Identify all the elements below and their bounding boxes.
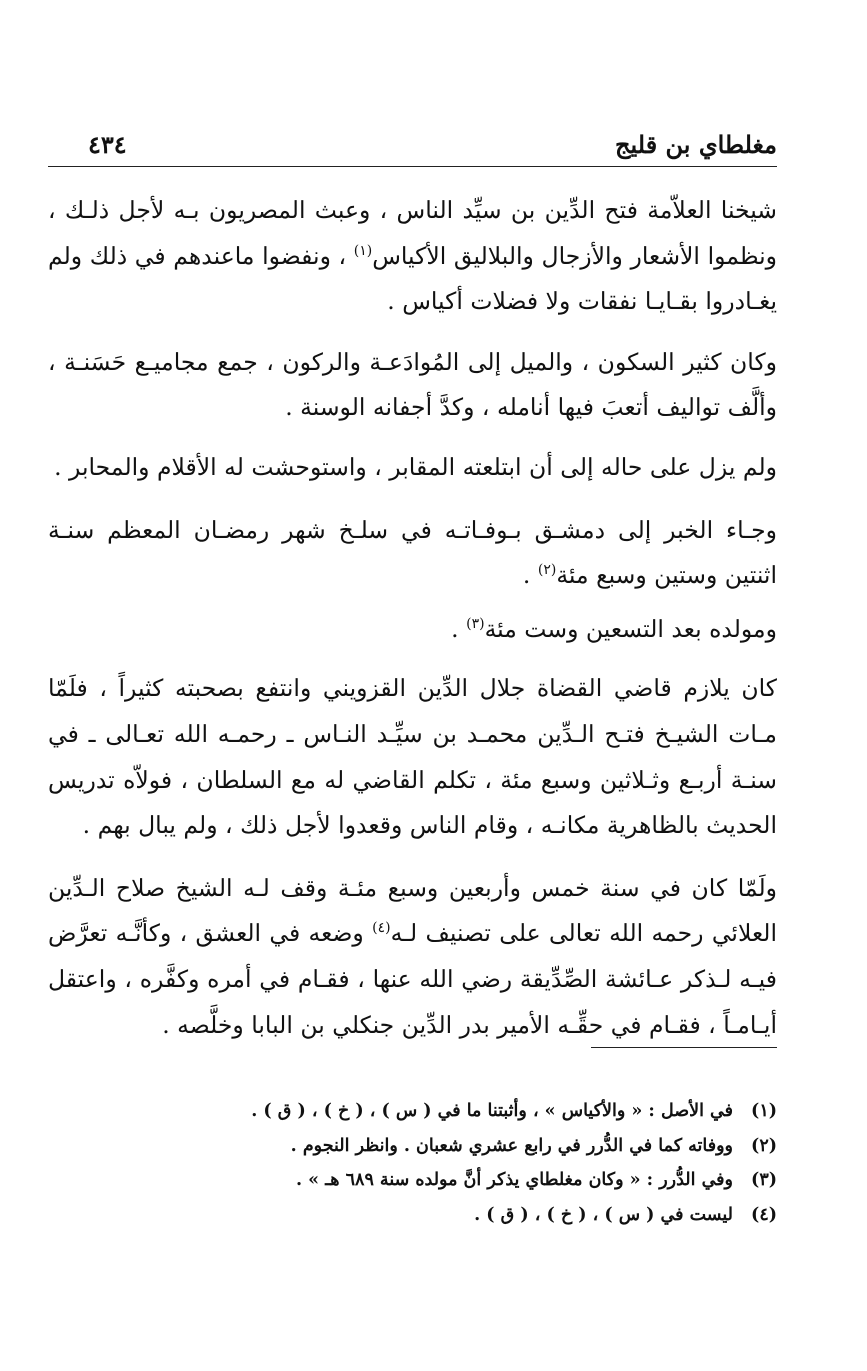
running-title: مغلطاي بن قليج — [615, 130, 777, 159]
footnote-1 — [137, 1094, 777, 1129]
footnote-number: (٢) — [751, 1135, 777, 1156]
footnote-2 — [137, 1129, 777, 1164]
footnote-separator — [591, 1047, 777, 1048]
paragraph-2: وكان كثير السكون ، والميل إلى المُوادَعـة والركون ، جمع مجاميـع حَسَنـة ، وألَّف تواليف أتعبَ فيها أنامله ، وكدَّ أجفانه الوسنة . — [48, 347, 777, 422]
body-text — [48, 188, 777, 1048]
footnote-number: (١) — [751, 1101, 777, 1121]
footnote-text: وفي الدُّرر : « وكان مغلطاي يذكر أنَّ مولده سنة ٦٨٩ هـ » . — [295, 1170, 733, 1190]
footnote-3 — [137, 1163, 777, 1198]
footnote-ref-2: (٢) — [537, 562, 557, 579]
page-number: ٤٣٤ — [88, 130, 127, 159]
paragraph-6: كان يلازم قاضي القضاة جلال الدِّين القزويني وانتفع بصحبته كثيراً ، فلَمّا مـات الشيـخ فتـح الـدِّين محمـد بن سيِّـد النـاس ـ رحمـه الله تعـالى ـ في سنـة أربـع وثـلاثين وسبع مئة ، تكلم القاضي له مع السلطان ، فولاّه تدريس الحديث بالظاهرية مكانـه ، وقام الناس وقعدوا لأجل ذلك ، ولم يبال بهم . — [48, 674, 777, 840]
footnote-number: (٣) — [751, 1170, 777, 1190]
footnotes — [137, 1094, 777, 1232]
paragraph-1: شيخنا العلاّمة فتح الدِّين بن سيِّد الناس ، وعبث المصريون بـه لأجل ذلـك ، ونظموا الأشعار والأزجال والبلاليق الأكياس$^{(١)}$ ، ونفضوا ماعندهم في ذلك ولم يغـادروا بقـايـا نفقات ولا فضلات أكياس . — [48, 196, 778, 316]
paragraph-4: وجـاء الخبر إلى دمشـق بـوفـاتـه في سلـخ شهر رمضـان المعظم سنـة اثنتين وستين وسبع مئة$^{(٢)}$ . — [48, 515, 777, 590]
footnote-text: ووفاته كما في الدُّرر في رابع عشري شعبان . وانظر النجوم . — [290, 1135, 733, 1156]
footnote-ref-1: (١) — [353, 242, 373, 259]
paragraph-5: ومولده بعد التسعين وست مئة$^{(٣)}$ . — [451, 614, 777, 643]
paragraph-3: ولم يزل على حاله إلى أن ابتلعته المقابر ، واستوحشت له الأقلام والمحابر . — [54, 452, 777, 481]
footnote-number: (٤) — [751, 1204, 777, 1225]
paragraph-7: ولَمّا كان في سنة خمس وأربعين وسبع مئـة وقف لـه الشيخ صلاح الـدِّين العلائي رحمه الله تعالى على تصنيف لـه$^{(٤)}$ وضعه في العشق ، وكأنَّـه تعرَّض فيـه لـذكر عـائشة الصِّدِّيقة رضي الله عنها ، فقـام في أمره وكفَّره ، واعتقل أيـامـاً ، فقـام في حقِّـه الأمير بدر الدِّين جنكلي بن البابا وخلَّصه . — [48, 873, 777, 1039]
page-header — [48, 130, 777, 166]
footnote-ref-3: (٣) — [466, 615, 485, 632]
footnote-text: في الأصل : « والأكياس » ، وأثبتنا ما في ( س ) ، ( خ ) ، ( ق ) . — [251, 1101, 733, 1121]
footnote-4 — [137, 1198, 777, 1233]
footnote-text: ليست في ( س ) ، ( خ ) ، ( ق ) . — [474, 1204, 733, 1225]
footnote-ref-4: (٤) — [372, 920, 391, 937]
header-rule — [48, 166, 777, 167]
